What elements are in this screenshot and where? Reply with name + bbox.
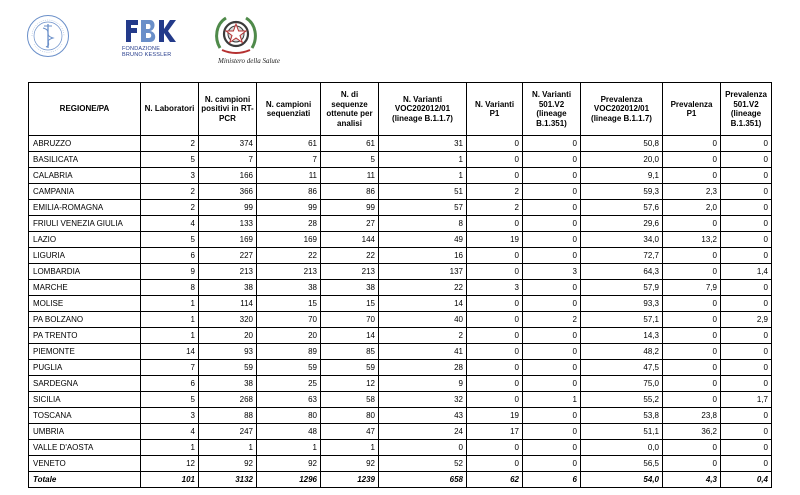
value-cell: 57,6	[581, 200, 663, 216]
value-cell: 0	[663, 328, 721, 344]
region-cell: TOSCANA	[29, 408, 141, 424]
value-cell: 0	[663, 216, 721, 232]
value-cell: 19	[467, 408, 523, 424]
value-cell: 2	[523, 312, 581, 328]
value-cell: 11	[321, 168, 379, 184]
table-row	[29, 424, 772, 440]
value-cell: 5	[141, 232, 199, 248]
value-cell: 54,0	[581, 472, 663, 488]
value-cell: 0	[523, 376, 581, 392]
value-cell: 28	[257, 216, 321, 232]
value-cell: 0	[663, 440, 721, 456]
value-cell: 57,9	[581, 280, 663, 296]
value-cell: 2	[141, 184, 199, 200]
value-cell: 24	[379, 424, 467, 440]
table-row	[29, 296, 772, 312]
value-cell: 8	[379, 216, 467, 232]
table-row	[29, 136, 772, 152]
value-cell: 59,3	[581, 184, 663, 200]
value-cell: 16	[379, 248, 467, 264]
value-cell: 4,3	[663, 472, 721, 488]
value-cell: 0	[467, 344, 523, 360]
region-cell: BASILICATA	[29, 152, 141, 168]
value-cell: 99	[321, 200, 379, 216]
value-cell: 2	[141, 136, 199, 152]
header-cell: Prevalenza 501.V2 (lineage B.1.351)	[721, 83, 772, 136]
value-cell: 47,5	[581, 360, 663, 376]
value-cell: 2,3	[663, 184, 721, 200]
value-cell: 9	[141, 264, 199, 280]
value-cell: 0	[523, 296, 581, 312]
value-cell: 0	[467, 168, 523, 184]
value-cell: 7,9	[663, 280, 721, 296]
region-cell: SICILIA	[29, 392, 141, 408]
value-cell: 50,8	[581, 136, 663, 152]
variants-table	[28, 82, 772, 488]
value-cell: 15	[257, 296, 321, 312]
value-cell: 227	[199, 248, 257, 264]
table-row	[29, 216, 772, 232]
value-cell: 14	[321, 328, 379, 344]
value-cell: 0	[721, 440, 772, 456]
value-cell: 0	[663, 152, 721, 168]
region-cell: MARCHE	[29, 280, 141, 296]
value-cell: 38	[199, 376, 257, 392]
value-cell: 7	[257, 152, 321, 168]
region-cell: FRIULI VENEZIA GIULIA	[29, 216, 141, 232]
value-cell: 0	[721, 216, 772, 232]
table-row	[29, 152, 772, 168]
value-cell: 0	[663, 392, 721, 408]
value-cell: 0	[523, 280, 581, 296]
value-cell: 0	[721, 328, 772, 344]
total-row	[29, 472, 772, 488]
value-cell: 0	[467, 296, 523, 312]
region-cell: CAMPANIA	[29, 184, 141, 200]
value-cell: 0	[721, 232, 772, 248]
value-cell: 51,1	[581, 424, 663, 440]
value-cell: 169	[257, 232, 321, 248]
value-cell: 1,7	[721, 392, 772, 408]
value-cell: 89	[257, 344, 321, 360]
value-cell: 59	[257, 360, 321, 376]
value-cell: 0	[467, 376, 523, 392]
value-cell: 0	[663, 296, 721, 312]
value-cell: 213	[321, 264, 379, 280]
value-cell: 20	[199, 328, 257, 344]
value-cell: 0	[523, 344, 581, 360]
value-cell: 2	[141, 200, 199, 216]
value-cell: 1,4	[721, 264, 772, 280]
region-cell: PA TRENTO	[29, 328, 141, 344]
value-cell: 20	[257, 328, 321, 344]
value-cell: 13,2	[663, 232, 721, 248]
ministry-label: Ministero della Salute	[218, 57, 280, 65]
value-cell: 6	[141, 248, 199, 264]
value-cell: 1296	[257, 472, 321, 488]
value-cell: 0	[467, 248, 523, 264]
value-cell: 1	[321, 440, 379, 456]
value-cell: 0	[663, 312, 721, 328]
value-cell: 48	[257, 424, 321, 440]
value-cell: 6	[523, 472, 581, 488]
value-cell: 1	[141, 328, 199, 344]
value-cell: 5	[321, 152, 379, 168]
value-cell: 114	[199, 296, 257, 312]
value-cell: 0	[523, 136, 581, 152]
region-cell: SARDEGNA	[29, 376, 141, 392]
value-cell: 47	[321, 424, 379, 440]
value-cell: 49	[379, 232, 467, 248]
value-cell: 0	[721, 248, 772, 264]
value-cell: 0	[721, 200, 772, 216]
value-cell: 1	[141, 440, 199, 456]
header-cell: Prevalenza VOC202012/01 (lineage B.1.1.7)	[581, 83, 663, 136]
value-cell: 0	[721, 376, 772, 392]
value-cell: 55,2	[581, 392, 663, 408]
value-cell: 2,0	[663, 200, 721, 216]
value-cell: 63	[257, 392, 321, 408]
region-cell: PA BOLZANO	[29, 312, 141, 328]
value-cell: 0	[523, 200, 581, 216]
value-cell: 1	[379, 152, 467, 168]
value-cell: 36,2	[663, 424, 721, 440]
value-cell: 14	[379, 296, 467, 312]
header-cell: N. campioni positivi in RT-PCR	[199, 83, 257, 136]
header-cell: N. Varianti VOC202012/01 (lineage B.1.1.7)	[379, 83, 467, 136]
value-cell: 1	[379, 168, 467, 184]
value-cell: 19	[467, 232, 523, 248]
value-cell: 0	[523, 328, 581, 344]
value-cell: 3	[467, 280, 523, 296]
value-cell: 2	[379, 328, 467, 344]
value-cell: 5	[141, 152, 199, 168]
value-cell: 1	[199, 440, 257, 456]
value-cell: 64,3	[581, 264, 663, 280]
value-cell: 5	[141, 392, 199, 408]
value-cell: 169	[199, 232, 257, 248]
value-cell: 0	[523, 456, 581, 472]
value-cell: 0	[663, 248, 721, 264]
region-cell: MOLISE	[29, 296, 141, 312]
region-cell: VENETO	[29, 456, 141, 472]
value-cell: 9	[379, 376, 467, 392]
value-cell: 0	[523, 184, 581, 200]
value-cell: 320	[199, 312, 257, 328]
italian-republic-emblem	[210, 10, 262, 62]
value-cell: 0	[523, 152, 581, 168]
table-row	[29, 264, 772, 280]
value-cell: 75,0	[581, 376, 663, 392]
value-cell: 53,8	[581, 408, 663, 424]
value-cell: 0	[663, 264, 721, 280]
header-cell: N. Laboratori	[141, 83, 199, 136]
value-cell: 28	[379, 360, 467, 376]
value-cell: 366	[199, 184, 257, 200]
value-cell: 4	[141, 424, 199, 440]
table-body	[29, 136, 772, 488]
table-row	[29, 344, 772, 360]
value-cell: 0	[663, 344, 721, 360]
value-cell: 0	[523, 168, 581, 184]
value-cell: 15	[321, 296, 379, 312]
value-cell: 29,6	[581, 216, 663, 232]
value-cell: 0	[523, 440, 581, 456]
value-cell: 86	[321, 184, 379, 200]
header-cell: N. campioni sequenziati	[257, 83, 321, 136]
value-cell: 41	[379, 344, 467, 360]
value-cell: 57	[379, 200, 467, 216]
value-cell: 14	[141, 344, 199, 360]
value-cell: 86	[257, 184, 321, 200]
region-cell: LAZIO	[29, 232, 141, 248]
value-cell: 2,9	[721, 312, 772, 328]
value-cell: 6	[141, 376, 199, 392]
value-cell: 144	[321, 232, 379, 248]
value-cell: 0	[721, 408, 772, 424]
value-cell: 25	[257, 376, 321, 392]
region-cell: Totale	[29, 472, 141, 488]
value-cell: 0	[523, 248, 581, 264]
value-cell: 40	[379, 312, 467, 328]
value-cell: 80	[321, 408, 379, 424]
value-cell: 93	[199, 344, 257, 360]
value-cell: 0	[663, 136, 721, 152]
table-row	[29, 360, 772, 376]
value-cell: 38	[321, 280, 379, 296]
value-cell: 62	[467, 472, 523, 488]
header-cell: N. di sequenze ottenute per analisi	[321, 83, 379, 136]
header-cell: REGIONE/PA	[29, 83, 141, 136]
header-cell: N. Varianti 501.V2 (lineage B.1.351)	[523, 83, 581, 136]
value-cell: 0	[467, 440, 523, 456]
region-cell: VALLE D'AOSTA	[29, 440, 141, 456]
value-cell: 3	[141, 408, 199, 424]
value-cell: 0	[721, 184, 772, 200]
value-cell: 22	[379, 280, 467, 296]
region-cell: PUGLIA	[29, 360, 141, 376]
value-cell: 88	[199, 408, 257, 424]
value-cell: 0,0	[581, 440, 663, 456]
value-cell: 0	[663, 376, 721, 392]
table-row	[29, 312, 772, 328]
value-cell: 80	[257, 408, 321, 424]
fbk-name-line2: BRUNO KESSLER	[122, 52, 172, 58]
value-cell: 72,7	[581, 248, 663, 264]
value-cell: 52	[379, 456, 467, 472]
value-cell: 59	[321, 360, 379, 376]
value-cell: 56,5	[581, 456, 663, 472]
fbk-logo-text	[122, 46, 182, 58]
value-cell: 92	[321, 456, 379, 472]
fbk-name-line1: FONDAZIONE	[122, 46, 161, 52]
region-cell: EMILIA-ROMAGNA	[29, 200, 141, 216]
table-row	[29, 392, 772, 408]
value-cell: 0	[467, 136, 523, 152]
value-cell: 133	[199, 216, 257, 232]
value-cell: 0	[721, 168, 772, 184]
value-cell: 32	[379, 392, 467, 408]
emblem-icon	[210, 10, 262, 60]
value-cell: 0	[721, 136, 772, 152]
header-cell: Prevalenza P1	[663, 83, 721, 136]
value-cell: 2	[467, 184, 523, 200]
value-cell: 70	[257, 312, 321, 328]
value-cell: 0	[467, 152, 523, 168]
value-cell: 9,1	[581, 168, 663, 184]
fbk-mark-icon	[122, 16, 178, 46]
value-cell: 0	[523, 232, 581, 248]
value-cell: 4	[141, 216, 199, 232]
value-cell: 61	[321, 136, 379, 152]
value-cell: 34,0	[581, 232, 663, 248]
region-cell: CALABRIA	[29, 168, 141, 184]
value-cell: 0	[721, 456, 772, 472]
value-cell: 59	[199, 360, 257, 376]
value-cell: 0	[467, 264, 523, 280]
value-cell: 2	[467, 200, 523, 216]
value-cell: 20,0	[581, 152, 663, 168]
value-cell: 99	[199, 200, 257, 216]
table-row	[29, 200, 772, 216]
value-cell: 3	[523, 264, 581, 280]
value-cell: 1	[141, 296, 199, 312]
value-cell: 61	[257, 136, 321, 152]
value-cell: 85	[321, 344, 379, 360]
region-cell: ABRUZZO	[29, 136, 141, 152]
iss-seal-icon	[26, 14, 70, 58]
value-cell: 92	[257, 456, 321, 472]
table-row	[29, 328, 772, 344]
value-cell: 43	[379, 408, 467, 424]
value-cell: 213	[199, 264, 257, 280]
value-cell: 166	[199, 168, 257, 184]
value-cell: 1239	[321, 472, 379, 488]
value-cell: 12	[321, 376, 379, 392]
value-cell: 0	[467, 392, 523, 408]
table-row	[29, 456, 772, 472]
value-cell: 137	[379, 264, 467, 280]
value-cell: 22	[257, 248, 321, 264]
value-cell: 0	[721, 344, 772, 360]
value-cell: 0	[721, 360, 772, 376]
value-cell: 92	[199, 456, 257, 472]
iss-seal-logo	[26, 14, 70, 58]
value-cell: 0,4	[721, 472, 772, 488]
value-cell: 38	[257, 280, 321, 296]
table-row	[29, 184, 772, 200]
table-row	[29, 440, 772, 456]
value-cell: 38	[199, 280, 257, 296]
value-cell: 93,3	[581, 296, 663, 312]
value-cell: 0	[663, 168, 721, 184]
value-cell: 0	[721, 424, 772, 440]
value-cell: 0	[467, 360, 523, 376]
value-cell: 22	[321, 248, 379, 264]
value-cell: 268	[199, 392, 257, 408]
value-cell: 0	[663, 360, 721, 376]
value-cell: 11	[257, 168, 321, 184]
value-cell: 0	[523, 424, 581, 440]
value-cell: 3132	[199, 472, 257, 488]
value-cell: 3	[141, 168, 199, 184]
value-cell: 99	[257, 200, 321, 216]
value-cell: 48,2	[581, 344, 663, 360]
value-cell: 0	[467, 312, 523, 328]
value-cell: 27	[321, 216, 379, 232]
value-cell: 101	[141, 472, 199, 488]
value-cell: 247	[199, 424, 257, 440]
value-cell: 0	[467, 456, 523, 472]
value-cell: 31	[379, 136, 467, 152]
region-cell: LOMBARDIA	[29, 264, 141, 280]
value-cell: 23,8	[663, 408, 721, 424]
header-cell: N. Varianti P1	[467, 83, 523, 136]
value-cell: 1	[141, 312, 199, 328]
table-header	[29, 83, 772, 136]
value-cell: 0	[523, 360, 581, 376]
value-cell: 0	[379, 440, 467, 456]
value-cell: 0	[721, 152, 772, 168]
value-cell: 17	[467, 424, 523, 440]
value-cell: 57,1	[581, 312, 663, 328]
value-cell: 0	[663, 456, 721, 472]
value-cell: 14,3	[581, 328, 663, 344]
region-cell: UMBRIA	[29, 424, 141, 440]
value-cell: 7	[199, 152, 257, 168]
value-cell: 7	[141, 360, 199, 376]
value-cell: 0	[467, 328, 523, 344]
value-cell: 0	[467, 216, 523, 232]
value-cell: 0	[523, 216, 581, 232]
value-cell: 0	[721, 296, 772, 312]
value-cell: 8	[141, 280, 199, 296]
table-row	[29, 408, 772, 424]
value-cell: 58	[321, 392, 379, 408]
value-cell: 1	[257, 440, 321, 456]
value-cell: 1	[523, 392, 581, 408]
value-cell: 374	[199, 136, 257, 152]
table-row	[29, 168, 772, 184]
value-cell: 12	[141, 456, 199, 472]
fbk-logo	[122, 16, 178, 66]
table-row	[29, 248, 772, 264]
table-row	[29, 280, 772, 296]
table-row	[29, 232, 772, 248]
value-cell: 51	[379, 184, 467, 200]
value-cell: 0	[721, 280, 772, 296]
value-cell: 658	[379, 472, 467, 488]
header-logos	[0, 0, 800, 80]
value-cell: 213	[257, 264, 321, 280]
header-row	[29, 83, 772, 136]
region-cell: PIEMONTE	[29, 344, 141, 360]
table-row	[29, 376, 772, 392]
region-cell: LIGURIA	[29, 248, 141, 264]
value-cell: 70	[321, 312, 379, 328]
value-cell: 0	[523, 408, 581, 424]
